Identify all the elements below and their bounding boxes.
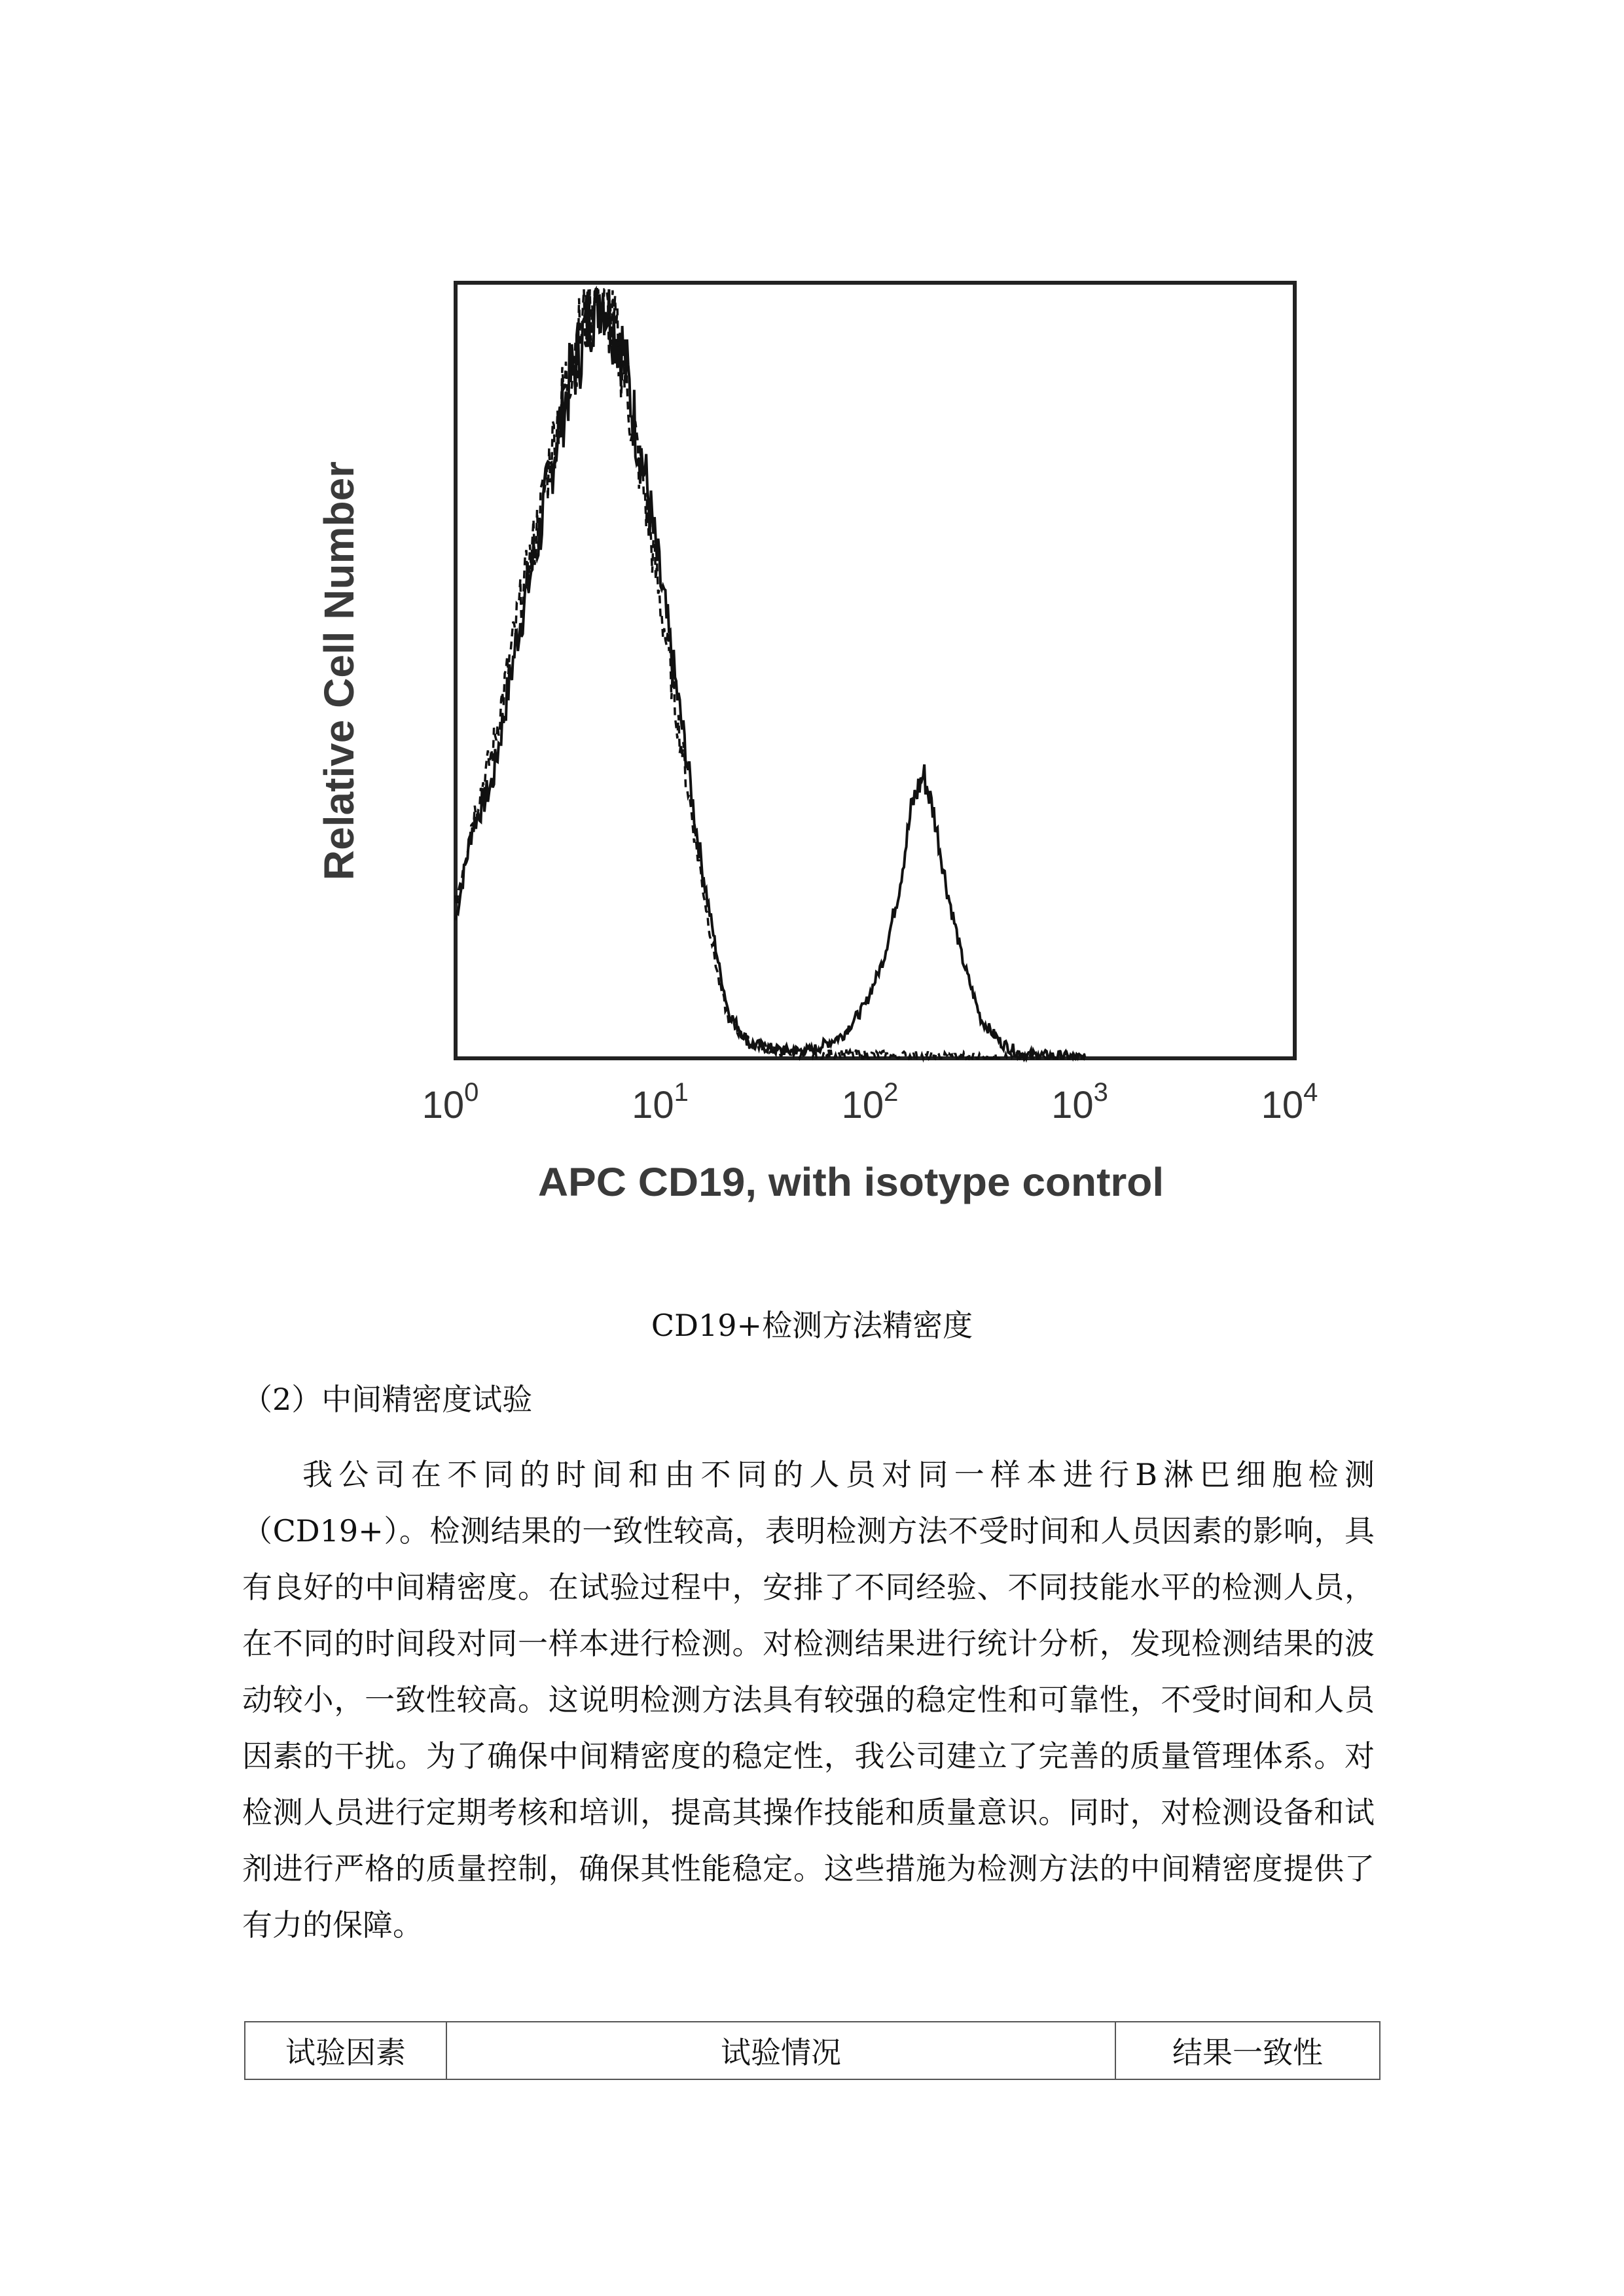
body-paragraph: 我公司在不同的时间和由不同的人员对同一样本进行B淋巴细胞检测（CD19+）。检测结果的一致性较高，表明检测方法不受时间和人员因素的影响，具有良好的中间精密度。在试验过程中，安排了不同经验、不同技能水平的检测人员，在不同的时间段对同一样本进行检测。对检测结果进行统计分析，发现检测结果的波动较小，一致性较高。这说明检测方法具有较强的稳定性和可靠性，不受时间和人员因素的干扰。为了确保中间精密度的稳定性，我公司建立了完善的质量管理体系。对检测人员进行定期考核和培训，提高其操作技能和质量意识。同时，对检测设备和试剂进行严格的质量控制，确保其性能稳定。这些措施为检测方法的中间精密度提供了有力的保障。 bbox=[242, 1457, 1375, 1943]
x-tick-label: $10^3$ bbox=[1051, 1078, 1108, 1126]
x-tick-label: $10^4$ bbox=[1261, 1078, 1318, 1126]
x-tick-label: $10^2$ bbox=[841, 1078, 899, 1126]
plot-frame bbox=[456, 283, 1295, 1058]
x-tick-label: $10^0$ bbox=[422, 1078, 479, 1126]
table-header-cell: 试验情况 bbox=[446, 2022, 1115, 2079]
table-header-cell: 试验因素 bbox=[245, 2022, 446, 2079]
y-axis-label: Relative Cell Number bbox=[316, 461, 363, 881]
section-heading: （2）中间精密度试验 bbox=[242, 1382, 533, 1417]
table-header-cell: 结果一致性 bbox=[1115, 2022, 1380, 2079]
x-tick-label: $10^1$ bbox=[632, 1078, 689, 1126]
x-axis-label: APC CD19, with isotype control bbox=[537, 1160, 1164, 1205]
flow-cytometry-histogram bbox=[288, 209, 1335, 1257]
figure-caption: CD19+检测方法精密度 bbox=[651, 1308, 973, 1343]
isotype-control-series bbox=[456, 289, 1085, 1058]
x-tick-labels bbox=[422, 1078, 1318, 1126]
table-header-row bbox=[245, 2022, 1380, 2079]
result-table bbox=[244, 2021, 1380, 2080]
apc-cd19-series bbox=[456, 289, 1085, 1058]
histogram-series bbox=[456, 289, 1085, 1058]
